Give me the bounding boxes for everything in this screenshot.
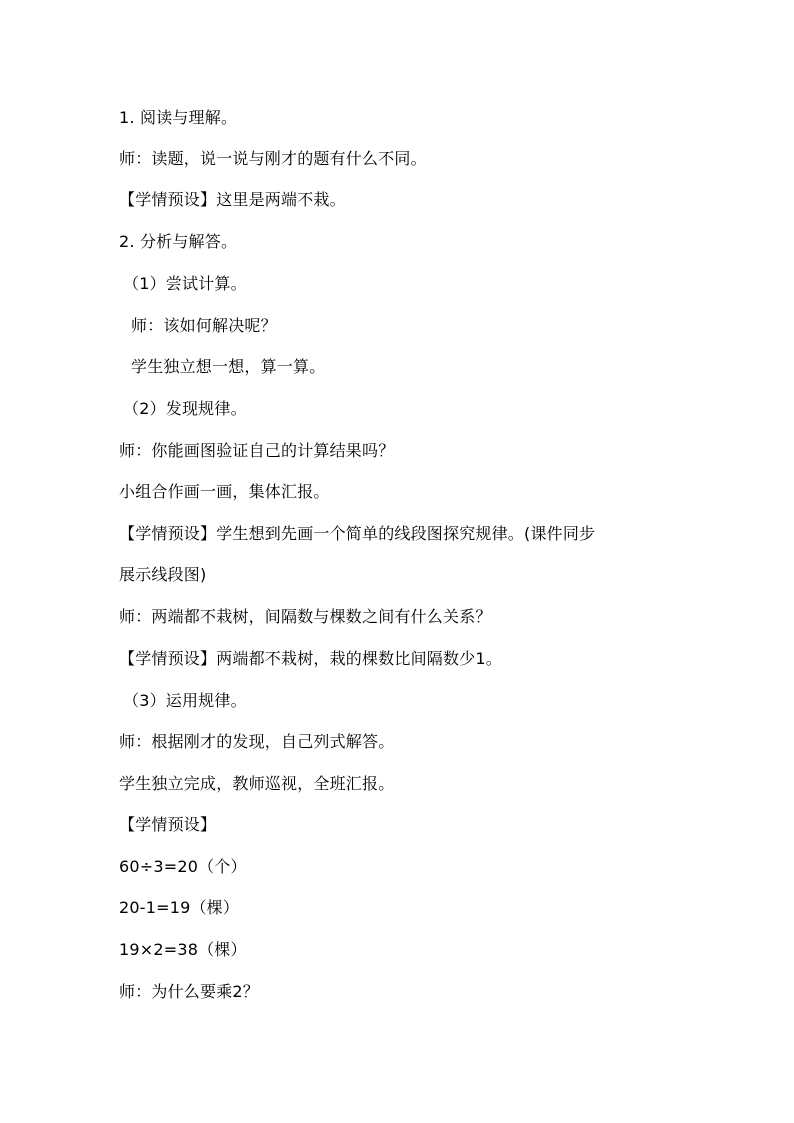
teacher-line: 师：你能画图验证自己的计算结果吗？ [119, 441, 395, 460]
student-preset-line: 【学情预设】两端都不栽树，栽的棵数比间隔数少1。 [119, 649, 502, 668]
subheading-apply-rule: （3）运用规律。 [123, 691, 247, 710]
teacher-line: 师：该如何解决呢？ [131, 316, 277, 335]
subheading-try-calculation: （1）尝试计算。 [123, 274, 247, 293]
student-preset-line: 【学情预设】学生想到先画一个简单的线段图探究规律。(课件同步 [119, 524, 596, 543]
student-activity-line: 学生独立想一想，算一算。 [131, 357, 326, 376]
teacher-line: 师：为什么要乘2？ [119, 982, 259, 1001]
subheading-discover-rule: （2）发现规律。 [123, 399, 247, 418]
teacher-line: 师：根据刚才的发现，自己列式解答。 [119, 732, 395, 751]
calculation-line: 20-1=19（棵） [119, 898, 240, 917]
teacher-line: 师：两端都不栽树，间隔数与棵数之间有什么关系？ [119, 607, 492, 626]
group-activity-line: 小组合作画一画，集体汇报。 [119, 482, 330, 501]
calculation-line: 60÷3=20（个） [119, 857, 247, 876]
student-activity-line: 学生独立完成，教师巡视，全班汇报。 [119, 774, 395, 793]
teacher-line: 师：读题，说一说与刚才的题有什么不同。 [119, 149, 427, 168]
student-preset-line: 【学情预设】这里是两端不栽。 [119, 190, 346, 209]
heading-reading-understanding: 1. 阅读与理解。 [119, 108, 238, 127]
student-preset-line-continued: 展示线段图) [119, 565, 207, 584]
heading-analysis-answer: 2. 分析与解答。 [119, 232, 238, 251]
calculation-line: 19×2=38（棵） [119, 940, 247, 959]
student-preset-label: 【学情预设】 [119, 815, 217, 834]
